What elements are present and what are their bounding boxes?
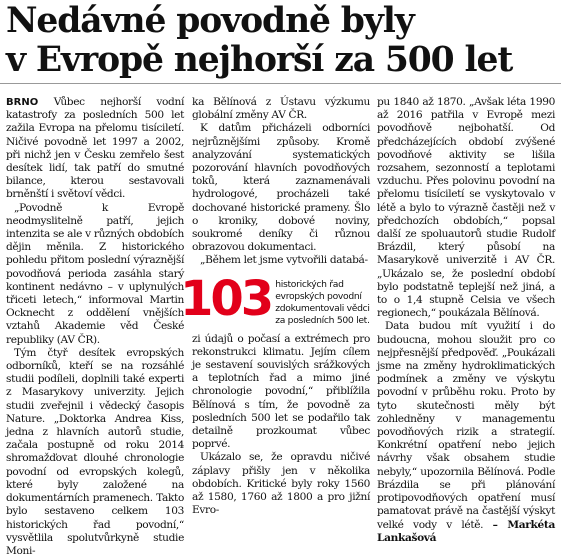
factbox [180, 270, 370, 327]
headline-line-2: v Evropě nejhorší za 500 let [6, 40, 513, 80]
closing-text: Data budou mít využití i do budoucna, mohou sloužit pro co nejpřesnější předpověď. „Poukázali jsme na změny hydroklimatických podmínek a změny ve výskytu povodní v průběhu roku. Proto by tyto skutečnosti měly být zohledněny v managementu povodňových rizik a strategií. Konkrétní opatření nebo jejich návrhy však obsahem studie nebyly,“ upozornila Bělínová. Podle Brázdila se při plánování protipovodňových opatření musí pamatovat právě na častější výskyt velké vody v létě. [377, 320, 555, 531]
column-3 [377, 96, 555, 545]
paragraph: ka Bělínová z Ústavu výzkumu globální změny AV ČR. [192, 96, 370, 122]
paragraph: Tým čtyř desítek evropských odborníků, kteří se na rozsáhlé studii podíleli, doplnili také experti z Masarykovy univerzity. Jejich studii zveřejnil i vědecký časopis Nature. „Doktorka Andrea Kiss, jedna z hlavních autorů studie, začala postupně od roku 2014 shromažďovat dlouhé chronologie povodní od evropských kolegů, které byly založené na dokumentárních pramenech. Takto bylo sestaveno celkem 103 historických řad povodní,“ vysvětlila spolutvůrkyně studie Moni- [6, 346, 184, 557]
factbox-text: historických řad evropských povodní zdokumentovali vědci za posledních 500 let. [275, 278, 370, 326]
lead-text: Vůbec nejhorší vodní katastrofy za posledních 500 let zažila Evropa na přelomu tisíciletí. Ničivé povodně let 1997 a 2002, při nichž jen v Česku zemřelo šest desítek lidí, tak patří do smutné bilance, kterou sestavovali brněnští i světoví vědci. [6, 96, 184, 201]
paragraph [6, 96, 184, 202]
paragraph: zi údajů o počasí a extrémech pro rekonstrukci klimatu. Jejím cílem je sestavení souvislých srážkových a teplotních řad a mimo jiné chronologie povodní,“ přiblížila Bělínová s tím, že povodně za posledních 500 let se podařilo tak detailně prozkoumat vůbec poprvé. [192, 332, 370, 451]
column-1 [6, 96, 184, 558]
byline: – Markéta Lankašová [377, 518, 555, 544]
paragraph: „Povodně k Evropě neodmyslitelně patří, jejich intenzita se ale v různých obdobích dějin měnila. Z historického pohledu přitom poslední výraznější povodňová perioda zasáhla starý kontinent nedávno – v uplynulých třiceti letech,“ informoval Martin Ocknecht z oddělení vnějších vztahů Akademie věd České republiky (AV ČR). [6, 201, 184, 346]
dateline: BRNO [6, 97, 39, 108]
paragraph [377, 320, 555, 544]
headline-rule [0, 83, 561, 84]
paragraph: K datům přicházeli odborníci nejrůznějšími způsoby. Kromě analyzování systematických pozorování hlavních povodňových toků, která zaznamenávali hydrologové, procházeli také dochované historické prameny. Šlo o kroniky, dobové noviny, soukromé deníky či různou obrazovou dokumentaci. [192, 122, 370, 254]
paragraph: Ukázalo se, že opravdu ničivé záplavy přišly jen v několika obdobích. Kritické byly roky 1560 až 1580, 1760 až 1800 a pro jižní Evro- [192, 451, 370, 517]
headline-line-1: Nedávné povodně byly [6, 1, 414, 41]
paragraph: pu 1840 až 1870. „Avšak léta 1990 až 2016 patřila v Evropě mezi povodňově nejbohatší. Od předcházejících období zvýšené povodňové aktivity se lišila rozsahem, sezonností a teplotami vzduchu. Přes polovinu povodní na přelomu tisíciletí se vyskytovalo v létě a bylo to výrazně častěji než v předchozích obdobích,“ popsal další ze spoluautorů studie Rudolf Brázdil, který působí na Masarykově univerzitě i AV ČR. „Ukázalo se, že poslední období bylo podstatně teplejší než jiná, a to o 1,4 stupně Celsia ve všech regionech,“ poukázala Bělínová. [377, 96, 555, 320]
headline [6, 2, 558, 80]
factbox-number: 103 [180, 270, 272, 327]
column-2 [180, 96, 370, 517]
paragraph: „Během let jsme vytvořili databá- [200, 254, 368, 267]
